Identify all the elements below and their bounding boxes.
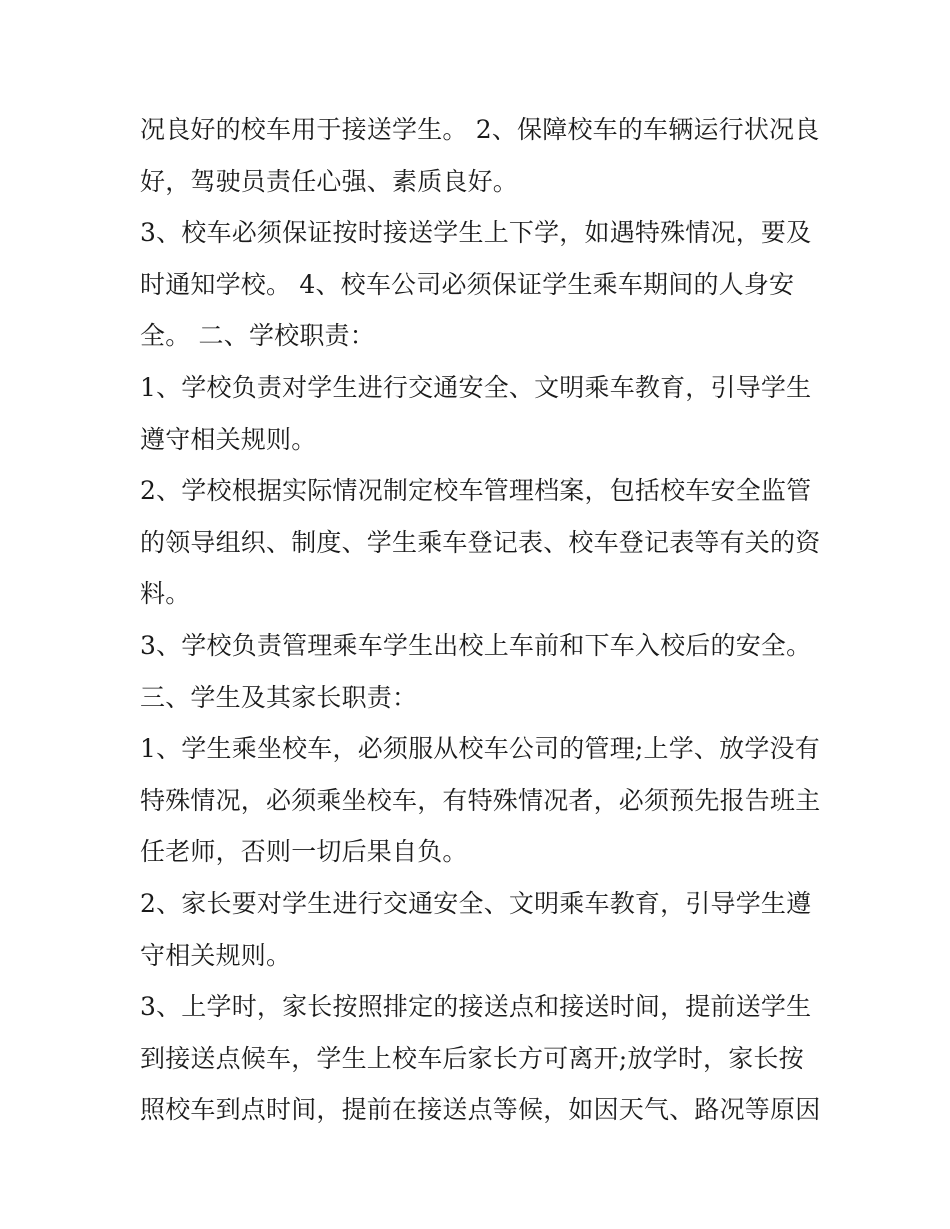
text-line-14: 特殊情况，必须乘坐校车，有特殊情况者，必须预先报告班主 [140,785,821,815]
text-line-18: 3、上学时，家长按照排定的接送点和接送时间，提前送学生 [140,992,812,1022]
text-line-16: 2、家长要对学生进行交通安全、文明乘车教育，引导学生遵 [140,888,812,918]
text-line-11: 3、学校负责管理乘车学生出校上车前和下车入校后的安全。 [140,630,812,660]
text-line-5: 全。 二、学校职责： [140,321,375,351]
text-line-6: 1、学校负责对学生进行交通安全、文明乘车教育，引导学生 [140,372,812,402]
text-line-15: 任老师，否则一切后果自负。 [140,837,468,867]
text-line-3: 3、校车必须保证按时接送学生上下学，如遇特殊情况，要及 [140,218,812,248]
text-line-13: 1、学生乘坐校车，必须服从校车公司的管理;上学、放学没有 [140,734,820,764]
text-line-7: 遵守相关规则。 [140,424,317,454]
text-line-2: 好，驾驶员责任心强、素质良好。 [140,166,519,196]
text-line-12: 三、学生及其家长职责： [140,682,418,712]
text-line-19: 到接送点候车，学生上校车后家长方可离开;放学时，家长按 [140,1043,804,1073]
text-line-4: 时通知学校。 4、校车公司必须保证学生乘车期间的人身安 [140,269,795,299]
text-line-1: 况良好的校车用于接送学生。 2、保障校车的车辆运行状况良 [140,115,820,144]
text-line-20: 照校车到点时间，提前在接送点等候，如因天气、路况等原因 [140,1095,821,1125]
text-line-8: 2、学校根据实际情况制定校车管理档案，包括校车安全监管 [140,476,812,506]
text-line-9: 的领导组织、制度、学生乘车登记表、校车登记表等有关的资 [140,527,821,557]
document-body [140,104,820,1136]
text-line-17: 守相关规则。 [140,940,292,970]
text-line-10: 料。 [140,579,191,609]
